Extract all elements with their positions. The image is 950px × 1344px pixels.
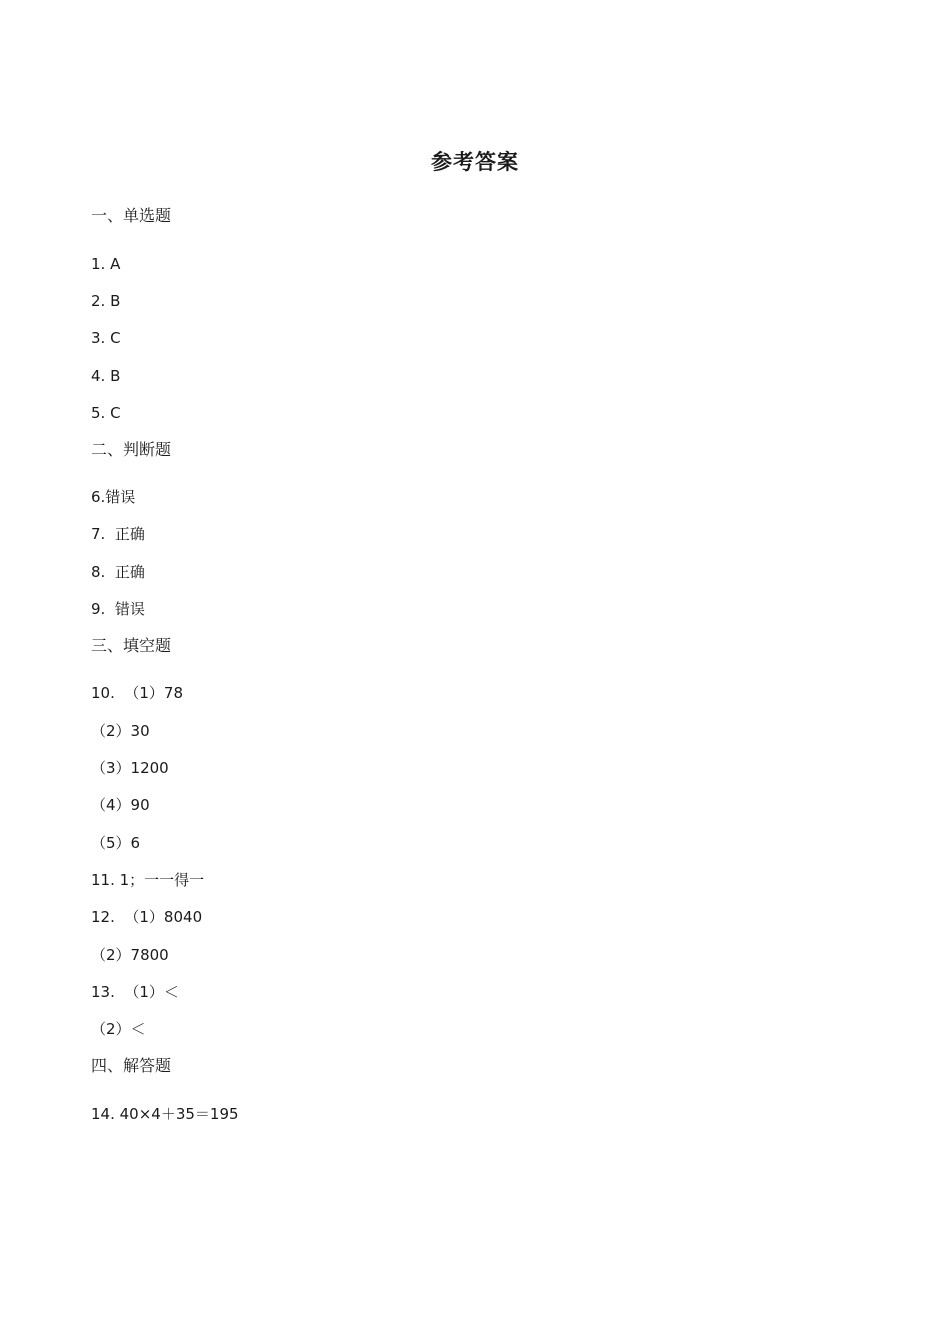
answer-line: 12. （1）8040 [91, 908, 203, 926]
answer-line: 1. A [91, 255, 121, 273]
answer-line: 3. C [91, 329, 121, 347]
answer-line: 14. 40×4＋35＝195 [91, 1105, 239, 1123]
answer-line: 5. C [91, 404, 121, 422]
answer-line: （2）＜ [91, 1020, 146, 1038]
answer-line: 9. 错误 [91, 600, 145, 618]
answer-line: （2）7800 [91, 946, 169, 964]
section-heading-single-choice: 一、单选题 [91, 206, 172, 225]
page-title: 参考答案 [431, 150, 519, 174]
answer-line: （2）30 [91, 722, 150, 740]
answer-line: 2. B [91, 292, 121, 310]
answer-line: 10. （1）78 [91, 684, 184, 702]
answer-line: （5）6 [91, 834, 141, 852]
answer-line: 8. 正确 [91, 563, 145, 581]
answer-line: 13. （1）＜ [91, 983, 179, 1001]
section-heading-true-false: 二、判断题 [91, 440, 172, 459]
section-heading-fill-blank: 三、填空题 [91, 636, 172, 655]
answer-line: 6.错误 [91, 488, 136, 506]
answer-line: 4. B [91, 367, 121, 385]
answer-line: 11. 1；一一得一 [91, 871, 205, 889]
section-heading-solution: 四、解答题 [91, 1056, 172, 1075]
answer-line: （3）1200 [91, 759, 169, 777]
answer-line: （4）90 [91, 796, 150, 814]
answer-line: 7. 正确 [91, 525, 145, 543]
